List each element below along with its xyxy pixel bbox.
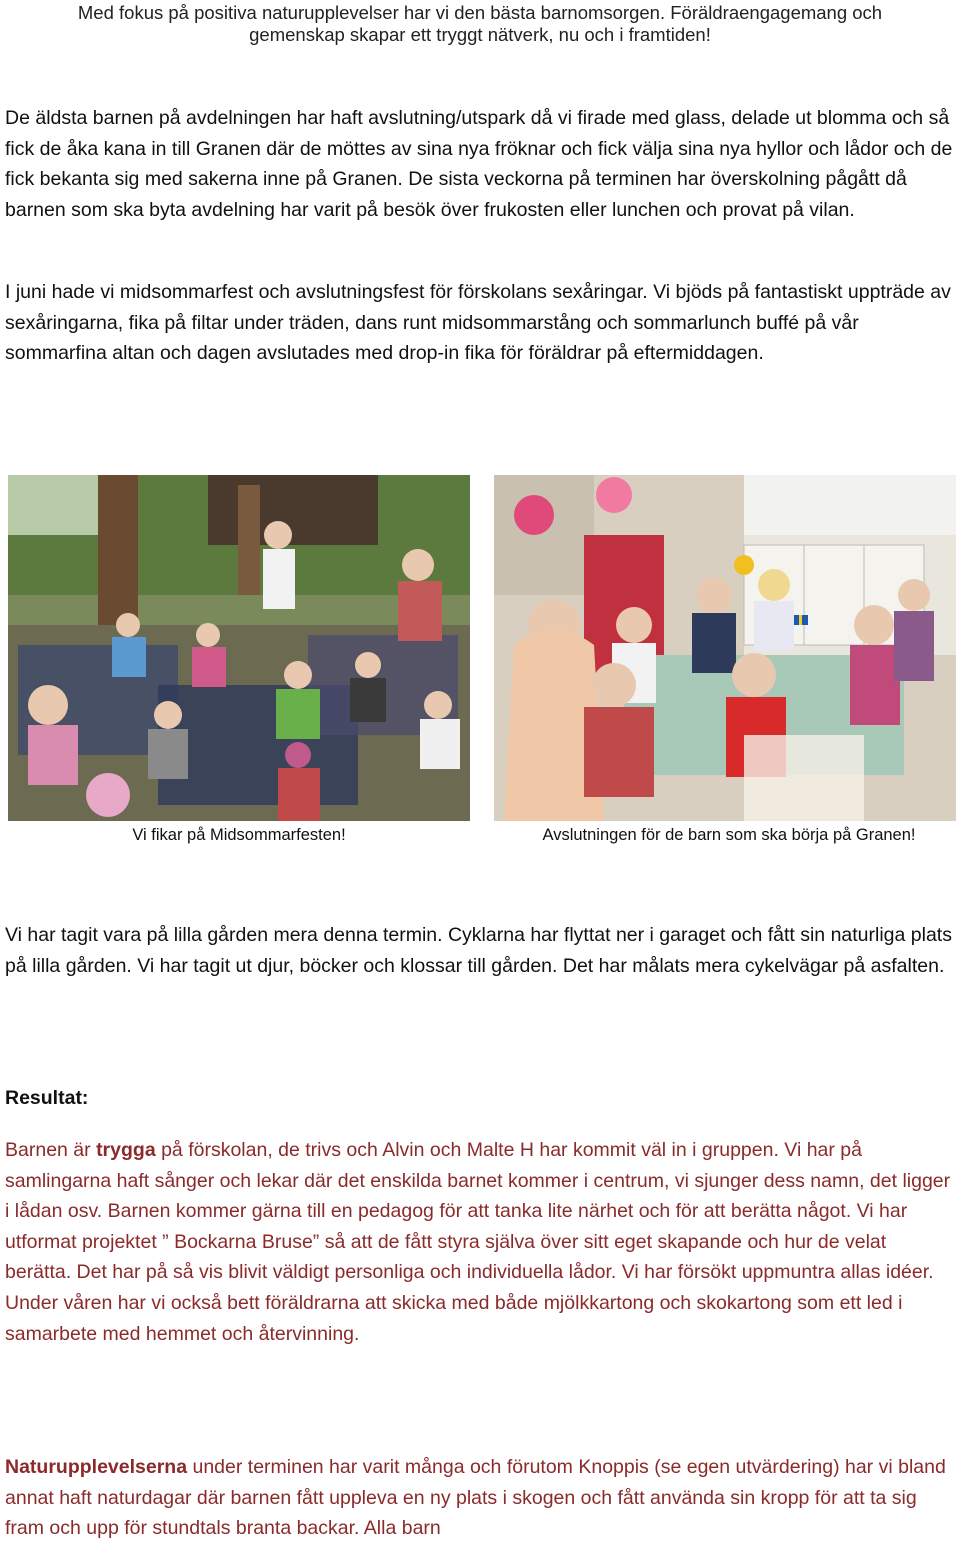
paragraph-result — [5, 1135, 957, 1349]
photo-granen-welcome — [494, 475, 956, 821]
paragraph-graduation: De äldsta barnen på avdelningen har haft avslutning/utspark då vi firade med glass, delade ut blomma och så fick de åka kana in till Granen där de möttes av sina nya fröknar och fick välja sina nya hyllor och lådor och de fick bekanta sig med sakerna inne på Granen. De sista veckorna på terminen har överskolning pågått då barnen som ska byta avdelning har varit på besök över frukosten eller lunchen och provat på vilan. — [5, 107, 953, 221]
result-text-rest: på förskolan, de trivs och Alvin och Malte H har kommit väl in i gruppen. Vi har på samlingarna haft sånger och lekar där det enskilda barnet kommer i centrum, vi sjunger dess namn, det ligger i lådan osv. Barnen kommer gärna till en pedagog för att tanka lite närhet och för att berätta något. Vi har utformat projektet ” Bockarna Bruse” så att de fått styra själva över sitt eget skapande och hur de velat berätta. Det har på så vis blivit väldigt personliga och individuella lådor. Vi har försökt uppmuntra allas idéer. Under våren har vi också bett föräldrarna att skicka med både mjölkkartong och skokartong som ett led i samarbete med hemmet och återvinning. — [5, 1139, 951, 1345]
classroom-photo-illustration — [494, 475, 956, 821]
result-bold-word: trygga — [96, 1139, 156, 1161]
nature-bold-word: Naturupplevelserna — [5, 1456, 188, 1478]
paragraph-yard: Vi har tagit vara på lilla gården mera denna termin. Cyklarna har flyttat ner i garaget och fått sin naturliga plats på lilla gården. Vi har tagit ut djur, böcker och klossar till gården. Det har målats mera cykelvägar på asfalten. — [5, 924, 952, 977]
caption-midsummer: Vi fikar på Midsommarfesten! — [132, 826, 346, 844]
result-text-start: Barnen är — [5, 1139, 97, 1161]
result-heading: Resultat: — [5, 1087, 89, 1109]
nature-text: under terminen har varit många och förutom Knoppis (se egen utvärdering) har vi bland annat haft naturdagar där barnen fått uppleva en ny plats i skogen och fått använda sin kropp för att ta sig fram och upp för stundtals branta backar. Alla barn — [5, 1456, 946, 1540]
photo-midsummer-picnic — [8, 475, 470, 821]
paragraph-midsummer: I juni hade vi midsommarfest och avslutningsfest för förskolans sexåringar. Vi bjöds på fantastiskt uppträde av sexåringarna, fika på filtar under träden, dans runt midsommarstång och sommarlunch buffé på vår sommarfina altan och dagen avslutades med drop-in fika för föräldrar på eftermiddagen. — [5, 281, 951, 365]
page-header — [0, 2, 960, 46]
picnic-photo-illustration — [8, 475, 470, 821]
header-line-1: Med fokus på positiva naturupplevelser har vi den bästa barnomsorgen. Föräldraengagemang och — [77, 2, 883, 23]
caption-granen: Avslutningen för de barn som ska börja på Granen! — [542, 826, 916, 844]
paragraph-nature — [5, 1452, 957, 1544]
header-line-2: gemenskap skapar ett tryggt nätverk, nu och i framtiden! — [249, 24, 711, 45]
